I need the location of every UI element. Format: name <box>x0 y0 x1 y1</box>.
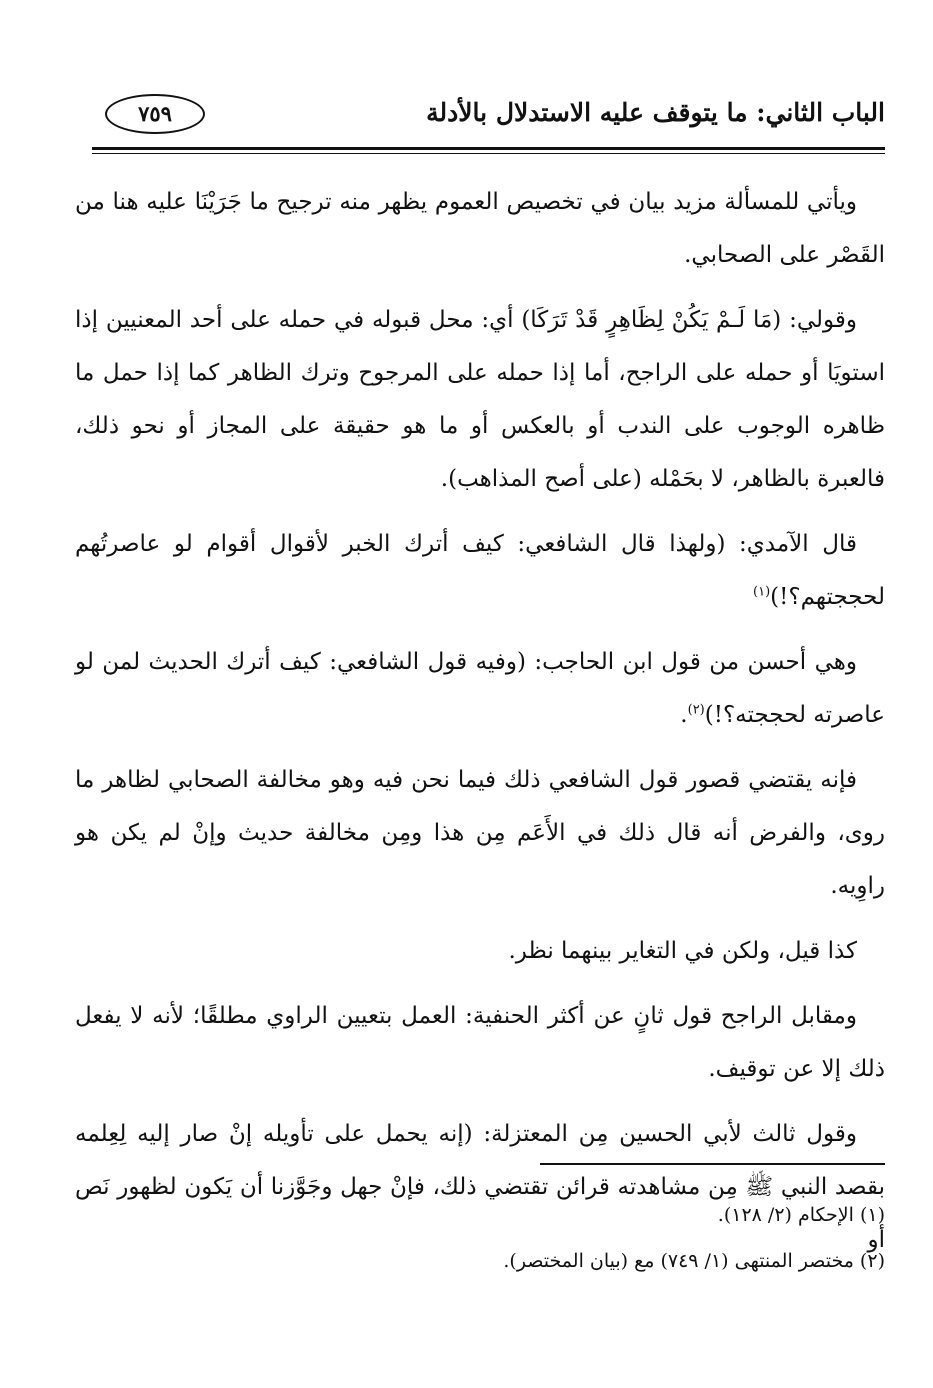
body-text <box>75 176 885 1279</box>
header-rule-thick <box>92 147 885 150</box>
paragraph: وهي أحسن من قول ابن الحاجب: (وفيه قول الشافعي: كيف أترك الحديث لمن لو عاصرته لحججته؟!)$^{(٢)}$. <box>75 649 885 728</box>
header-rule-thin <box>92 153 885 154</box>
footnote-ref: (١) <box>753 584 771 600</box>
paragraph: ومقابل الراجح قول ثانٍ عن أكثر الحنفية: العمل بتعيين الراوي مطلقًا؛ لأنه لا يفعل ذلك إلا عن توقيف. <box>75 1003 885 1082</box>
paragraph: فإنه يقتضي قصور قول الشافعي ذلك فيما نحن فيه وهو مخالفة الصحابي لظاهر ما روى، والفرض أنه قال ذلك في الأَعَم مِن هذا ومِن مخالفة حديث وإنْ لم يكن هو راوِيه. <box>75 767 886 899</box>
footnote-separator <box>540 1163 885 1165</box>
footnote-ref: (٢) <box>687 702 705 718</box>
paragraph: وقول ثالث لأبي الحسين مِن المعتزلة: (إنه يحمل على تأويله إنْ صار إليه لِعِلمه بقصد النبي ﷺ مِن مشاهدته قرائن تقتضي ذلك، فإنْ جهل وجَوَّزنا أن يَكون لظهور نَص أو <box>75 1121 885 1253</box>
paragraph: ويأتي للمسألة مزيد بيان في تخصيص العموم يظهر منه ترجيح ما جَرَيْنَا عليه هنا من القَصْر على الصحابي. <box>75 189 885 268</box>
footnote: (١) الإحكام (٢/ ١٢٨). <box>717 1204 885 1226</box>
paragraph: قال الآمدي: (ولهذا قال الشافعي: كيف أترك الخبر لأقوال أقوام لو عاصرتُهم لحججتهم؟!)$^{(١)}$ <box>75 531 885 610</box>
paragraph: وقولي: (مَا لَـمْ يَكُنْ لِظَاهِرٍ قَدْ تَرَكَا) أي: محل قبوله في حمله على أحد المعنيين إذا استويَا أو حمله على الراجح، أما إذا حمله على المرجوح وترك الظاهر كما إذا حمل ما ظاهره الوجوب على الندب أو بالعكس أو ما هو حقيقة على المجاز أو نحو ذلك، فالعبرة بالظاهر، لا بحَمْله (على أصح المذاهب). <box>75 307 885 492</box>
running-header <box>75 92 885 142</box>
paragraph: كذا قيل، ولكن في التغاير بينهما نظر. <box>508 938 857 964</box>
footnotes <box>75 1192 885 1284</box>
footnote: (٢) مختصر المنتهى (١/ ٧٤٩) مع (بيان المختصر). <box>503 1250 885 1272</box>
chapter-title: الباب الثاني: ما يتوقف عليه الاستدلال بالأدلة <box>426 98 885 127</box>
page-number: ٧٥٩ <box>105 94 205 134</box>
